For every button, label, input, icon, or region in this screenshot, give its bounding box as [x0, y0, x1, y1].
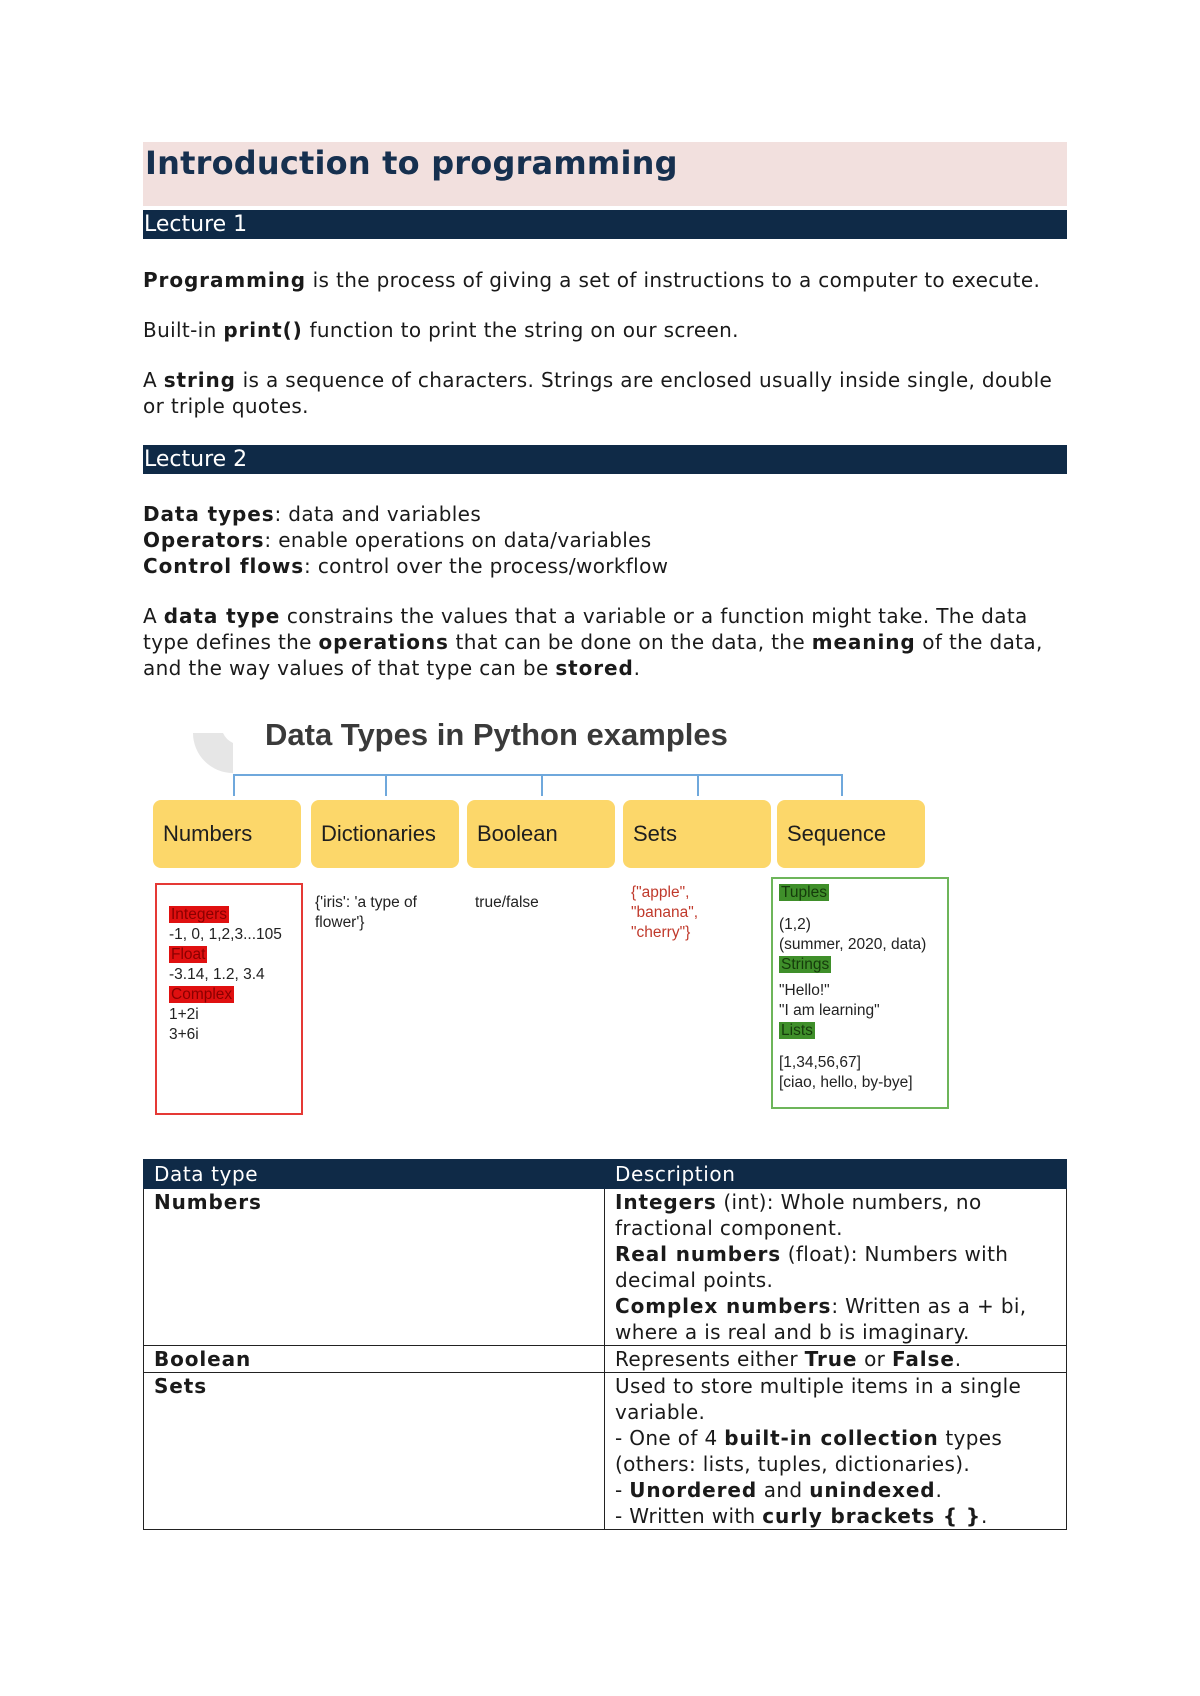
table-row	[144, 1373, 1067, 1530]
lecture-1-heading: Lecture 1	[143, 210, 1067, 239]
complex-value-1: 1+2i	[169, 1006, 199, 1023]
integers-tag: Integers	[171, 906, 228, 923]
table-row	[144, 1346, 1067, 1373]
row-name-boolean: Boolean	[154, 1347, 252, 1371]
string-definition: A string is a sequence of characters. Strings are enclosed usually inside single, double or triple quotes.	[143, 368, 1053, 418]
category-dictionaries: Dictionaries	[311, 800, 459, 868]
print-function-note: Built-in print() function to print the string on our screen.	[143, 318, 739, 342]
row-name-numbers: Numbers	[154, 1190, 262, 1214]
row-desc-sets: Used to store multiple items in a single variable. - One of 4 built-in collection types (others: lists, tuples, dictionaries). - Unordered and unindexed. - Written with curly brackets { }.	[605, 1373, 1067, 1530]
tuples-tag: Tuples	[781, 884, 827, 901]
category-boolean: Boolean	[467, 800, 615, 868]
lecture-2-heading: Lecture 2	[143, 445, 1067, 474]
data-type-table	[143, 1159, 1067, 1530]
complex-tag: Complex	[171, 986, 233, 1003]
page-title: Introduction to programming	[143, 142, 1067, 206]
table-header-row	[144, 1160, 1067, 1189]
operators-line: Operators: enable operations on data/variables	[143, 528, 652, 552]
decorative-arc	[193, 733, 233, 773]
sequence-examples: Tuples (1,2) (summer, 2020, data) Strings "Hello!" "I am learning" Lists [1,34,56,67] [ciao, hello, by-bye]	[779, 884, 927, 1091]
row-name-sets: Sets	[154, 1374, 208, 1398]
category-sets: Sets	[623, 800, 771, 868]
header-description: Description	[605, 1160, 1067, 1189]
data-type-definition: A data type constrains the values that a variable or a function might take. The data type defines the operations that can be done on the data, the meaning of the data, and the way values of that type can be stored.	[143, 604, 1043, 680]
sets-example: {"apple", "banana", "cherry"}	[631, 884, 699, 941]
row-desc-numbers: Integers (int): Whole numbers, no fractional component. Real numbers (float): Numbers with decimal points. Complex numbers: Written as a + bi, where a is real and b is imaginary.	[605, 1189, 1067, 1346]
data-types-diagram	[153, 713, 973, 1133]
control-flows-line: Control flows: control over the process/workflow	[143, 554, 669, 578]
category-sequence: Sequence	[777, 800, 925, 868]
numbers-examples	[169, 905, 282, 1045]
header-data-type: Data type	[144, 1160, 605, 1189]
data-types-line: Data types: data and variables	[143, 502, 482, 526]
float-values: -3.14, 1.2, 3.4	[169, 966, 265, 983]
dictionaries-example: {'iris': 'a type of flower'}	[315, 894, 417, 931]
document-page	[143, 142, 1067, 1530]
row-desc-boolean: Represents either True or False.	[605, 1346, 1067, 1373]
complex-value-2: 3+6i	[169, 1026, 199, 1043]
table-row	[144, 1189, 1067, 1346]
float-tag: Float	[171, 946, 206, 963]
category-numbers: Numbers	[153, 800, 301, 868]
diagram-title: Data Types in Python examples	[265, 717, 728, 752]
boolean-example: true/false	[475, 894, 539, 911]
lists-tag: Lists	[781, 1022, 813, 1039]
programming-definition: Programming is the process of giving a set of instructions to a computer to execute.	[143, 268, 1041, 292]
strings-tag: Strings	[781, 956, 830, 973]
integers-values: -1, 0, 1,2,3...105	[169, 926, 282, 943]
